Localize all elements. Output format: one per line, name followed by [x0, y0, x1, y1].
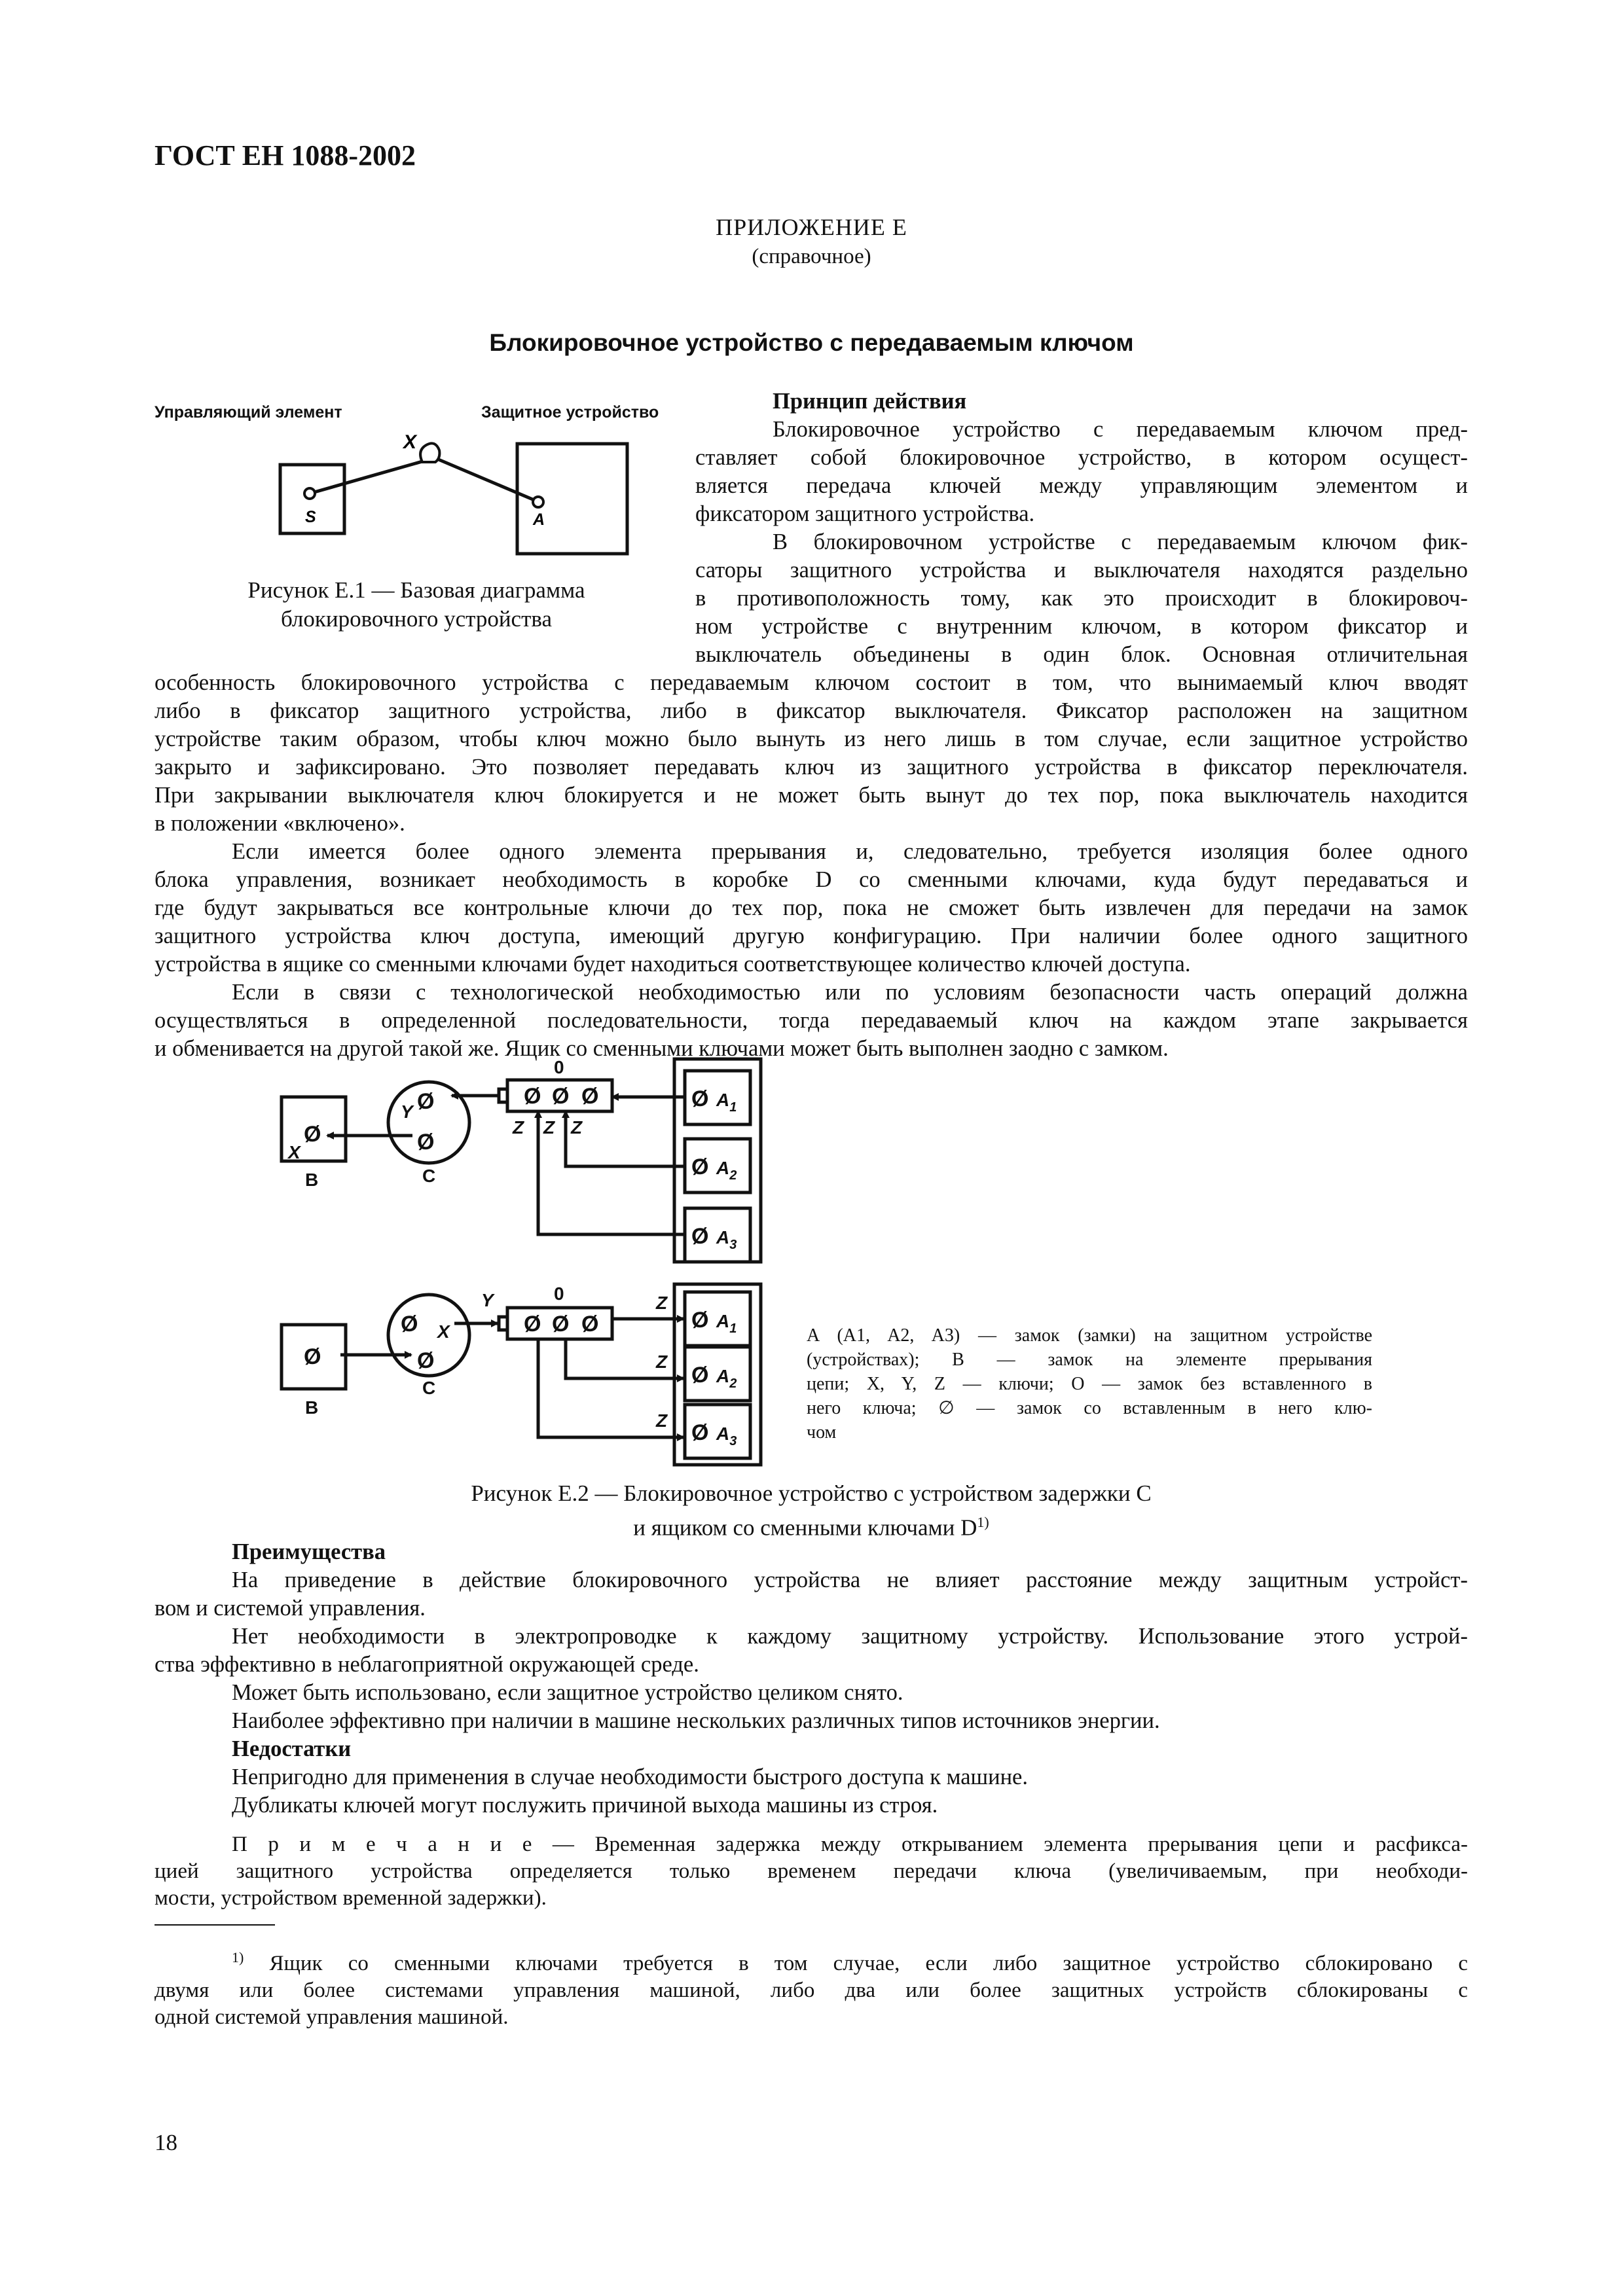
svg-text:Ø: Ø [581, 1312, 599, 1336]
fig2-z-lower-3: Z [656, 1410, 668, 1431]
svg-text:Ø: Ø [417, 1348, 435, 1373]
fig2-a1-lower: $A_1$ [716, 1311, 737, 1336]
advantage-3: Может быть использовано, если защитное устройство целиком снято. [232, 1680, 903, 1705]
text-line: закрыто и зафиксировано. Это позволяет передавать ключ из защитного устройства в фиксатор переключателя. [155, 755, 1468, 780]
principle-line-6: саторы защитного устройства и выключателя находятся раздельно [695, 558, 1468, 583]
annex-title: ПРИЛОЖЕНИЕ Е [716, 214, 907, 240]
para3-line-2: осуществляться в определенной последовательности, тогда передаваемый ключ на каждом этапе закрывается [155, 1008, 1468, 1033]
fig2-z-2: Z [543, 1117, 555, 1138]
principle-line-4: фиксатором защитного устройства. [695, 501, 1035, 526]
para2-line-3: где будут закрываться все контрольные ключи до тех пор, пока не сможет быть извлечен для передачи на замок [155, 895, 1468, 920]
footnote-line-2: двумя или более системами управления машиной, либо два или более защитных устройств сблокированы с [155, 1979, 1468, 2002]
principle-line-7: в противоположность тому, как это происходит в блокировоч- [695, 586, 1468, 611]
fig2-a3-lower: $A_3$ [716, 1424, 737, 1448]
figure2-diagram [262, 1041, 786, 1473]
figure1-lock-a: A [533, 511, 545, 529]
advantage-4: Наиболее эффективно при наличии в машине нескольких различных типов источников энергии. [232, 1708, 1160, 1733]
footnote-rule [155, 1924, 275, 1926]
svg-text:Ø: Ø [691, 1086, 709, 1111]
advantage-2-line-2: ства эффективно в неблагоприятной окружающей среде. [155, 1652, 699, 1677]
figure1-diagram [262, 425, 655, 563]
svg-text:Ø: Ø [691, 1363, 709, 1388]
figure1-caption: Рисунок Е.1 — Базовая диаграмма блокировочного устройства [247, 577, 585, 632]
fig2-x-lower: X [437, 1321, 450, 1342]
document-id: ГОСТ ЕН 1088-2002 [155, 139, 416, 171]
principle-heading: Принцип действия [773, 389, 967, 414]
svg-text:Ø: Ø [691, 1224, 709, 1249]
svg-text:Ø: Ø [524, 1084, 541, 1109]
text-line: в положении «включено». [155, 811, 405, 836]
svg-text:Ø: Ø [691, 1155, 709, 1179]
advantages-section [155, 1538, 1468, 1820]
note-label: П р и м е ч а н и е [232, 1833, 532, 1856]
page-number: 18 [155, 2130, 177, 2155]
fig2-z-3: Z [571, 1117, 583, 1138]
figure1-label-control: Управляющий элемент [155, 403, 342, 422]
advantages-heading: Преимущества [232, 1539, 386, 1564]
fig2-x-upper: X [288, 1142, 301, 1162]
fig2-z-lower-1: Z [656, 1293, 668, 1313]
svg-text:Ø: Ø [691, 1420, 709, 1445]
para2-line-2: блока управления, возникает необходимость в коробке D со сменными ключами, куда будут передаваться и [155, 867, 1468, 892]
para2-line-4: защитного устройства ключ доступа, имеющий другую конфигурацию. При наличии более одного защитного [155, 924, 1468, 948]
text-line: особенность блокировочного устройства с передаваемым ключом состоит в том, что вынимаемый ключ вводят [155, 670, 1468, 695]
fig2-c-upper: C [422, 1166, 436, 1186]
annex-type: (справочное) [752, 245, 871, 268]
principle-line-8: ном устройстве с внутренним ключом, в котором фиксатор и [695, 614, 1468, 639]
fig2-a3: $A_3$ [716, 1227, 737, 1252]
principle-column [695, 387, 1468, 669]
principle-continuation [155, 669, 1468, 1063]
svg-text:Ø: Ø [524, 1312, 541, 1336]
svg-text:Ø: Ø [304, 1344, 321, 1369]
fig2-z-lower-2: Z [656, 1352, 668, 1372]
section-title: Блокировочное устройство с передаваемым ключом [489, 329, 1134, 356]
text-line: устройстве таким образом, чтобы ключ можно было вынуть из него лишь в том случае, если защитное устройство [155, 726, 1468, 751]
principle-line-5: В блокировочном устройстве с передаваемым ключом фик- [773, 529, 1468, 554]
fig2-c-lower: C [422, 1378, 436, 1398]
fig2-a2-lower: $A_2$ [716, 1366, 737, 1391]
svg-text:Ø: Ø [401, 1312, 418, 1336]
fig2-z-1: Z [513, 1117, 524, 1138]
text-line: либо в фиксатор защитного устройства, либо в фиксатор выключателя. Фиксатор расположен на защитном [155, 698, 1468, 723]
drawbacks-heading: Недостатки [232, 1736, 352, 1761]
figure2-caption: Рисунок Е.2 — Блокировочное устройство с устройством задержки C и ящиком со сменными ключами $D^{1)}$ [471, 1480, 1152, 1541]
footnote-line-3: одной системой управления машиной. [155, 2005, 509, 2029]
footnote-line-1: Ящик со сменными ключами требуется в том случае, если либо защитное устройство сблокировано с [269, 1952, 1468, 1975]
note [155, 1831, 1468, 1912]
text-line: При закрывании выключателя ключ блокируется и не может быть вынут до тех пор, пока выключатель находится [155, 783, 1468, 808]
advantage-2-line-1: Нет необходимости в электропроводке к каждому защитному устройству. Использование этого устрой- [232, 1624, 1468, 1649]
advantage-1-line-2: вом и системой управления. [155, 1596, 426, 1621]
drawback-2: Дубликаты ключей могут послужить причиной выхода машины из строя. [232, 1793, 938, 1818]
fig2-y-lower: Y [481, 1290, 494, 1310]
figure1-label-guard: Защитное устройство [481, 403, 659, 422]
footnote-mark: 1) [232, 1949, 244, 1965]
fig2-a2: $A_2$ [716, 1158, 737, 1183]
principle-line-1: Блокировочное устройство с передаваемым ключом пред- [773, 417, 1468, 442]
para2-line-1: Если имеется более одного элемента прерывания и, следовательно, требуется изоляция более одного [232, 839, 1468, 864]
note-line-2: цией защитного устройства определяется только временем передачи ключа (увеличиваемым, при необходи- [155, 1859, 1468, 1883]
svg-text:Ø: Ø [581, 1084, 599, 1109]
para3-line-1: Если в связи с технологической необходимостью или по условиям безопасности часть операций должна [232, 980, 1468, 1005]
para2-line-5: устройства в ящике со сменными ключами будет находиться соответствующее количество ключей доступа. [155, 952, 1191, 977]
fig2-b-lower: B [305, 1397, 319, 1418]
fig2-b-upper: B [305, 1170, 319, 1190]
figure1-lock-s: S [305, 508, 316, 526]
svg-text:Ø: Ø [552, 1312, 570, 1336]
svg-text:Ø: Ø [417, 1089, 435, 1114]
note-line-3: мости, устройством временной задержки). [155, 1886, 547, 1910]
advantage-1-line-1: На приведение в действие блокировочного устройства не влияет расстояние между защитным устройст- [232, 1568, 1468, 1592]
fig2-o-upper: 0 [554, 1057, 564, 1077]
principle-line-3: вляется передача ключей между управляющим элементом и [695, 473, 1468, 498]
para3-line-3: и обменивается на другой такой же. Ящик со сменными ключами может быть выполнен заодно с замком. [155, 1036, 1169, 1061]
figure2-legend: A (A1, A2, A3) — замок (замки) на защитном устройстве (устройствах); B — замок на элементе прерывания цепи; X, Y, Z — ключи; O — замок без вставленного в него ключа; ∅ — замок со вставленным в него клю- чом [807, 1325, 1372, 1443]
fig2-o-lower: 0 [554, 1283, 564, 1304]
svg-text:Ø: Ø [304, 1122, 321, 1147]
svg-text:Ø: Ø [691, 1308, 709, 1333]
fig2-y-upper: Y [401, 1102, 413, 1122]
note-line-1: — Временная задержка между открыванием элемента прерывания цепи и расфикса- [552, 1833, 1468, 1856]
figure1-key-x: X [403, 431, 417, 453]
principle-line-9: выключатель объединены в один блок. Основная отличительная [695, 642, 1468, 667]
drawback-1: Непригодно для применения в случае необходимости быстрого доступа к машине. [232, 1765, 1028, 1789]
svg-text:Ø: Ø [552, 1084, 570, 1109]
svg-text:Ø: Ø [417, 1130, 435, 1155]
fig2-a1: $A_1$ [716, 1090, 737, 1115]
footnote [155, 1944, 1468, 2031]
principle-line-2: ставляет собой блокировочное устройство, в котором осущест- [695, 445, 1468, 470]
